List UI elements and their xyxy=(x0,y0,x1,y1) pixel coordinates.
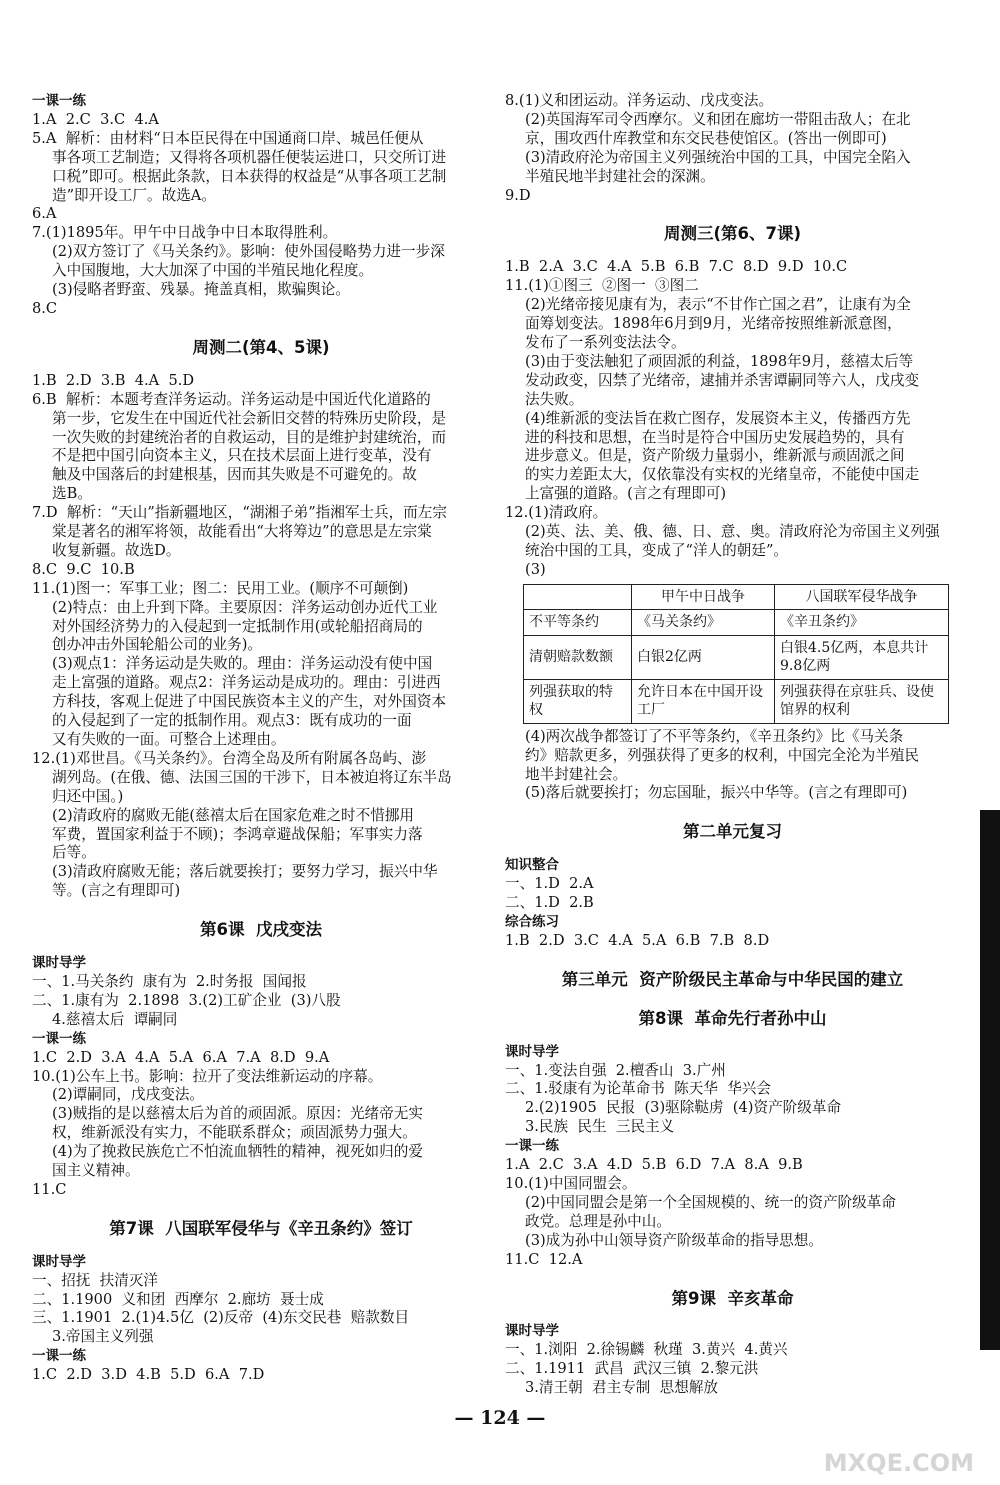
table-cell: 列强获得在京驻兵、设使馆界的权利 xyxy=(775,679,949,723)
answer-line: 触及中国落后的封建根基，因而其失败是不可避免的。故 xyxy=(52,466,417,484)
table-row xyxy=(524,679,949,723)
answer-line: 12.(1)清政府。 xyxy=(505,504,608,522)
answer-line: 政党。总理是孙中山。 xyxy=(525,1212,671,1230)
table-cell: 列强获取的特权 xyxy=(524,679,632,723)
answer-line: 的入侵起到了一定的抵制作用。观点3：既有成功的一面 xyxy=(52,712,412,730)
subsection-label: 课时导学 xyxy=(32,1253,86,1270)
table-cell: 不平等条约 xyxy=(524,610,632,636)
answer-line: 一、1.马关条约 康有为 2.时务报 国闻报 xyxy=(32,972,307,990)
page-number: — 124 — xyxy=(454,1407,546,1429)
answer-line: 8.C xyxy=(32,299,58,317)
answer-line: 事各项工艺制造；又得将各项机器任便装运进口，只交所订进 xyxy=(52,148,447,166)
answer-line: 权，维新派没有实力，不能联系群众；顽固派势力强大。 xyxy=(52,1124,417,1142)
answer-line: 8.C 9.C 10.B xyxy=(32,560,135,578)
right-bottom-text xyxy=(505,728,960,1398)
answer-line: 1.B 2.A 3.C 4.A 5.B 6.B 7.C 8.D 9.D 10.C xyxy=(505,258,848,276)
answer-line: 约》赔款更多，列强获得了更多的权利，中国完全沦为半殖民 xyxy=(525,746,920,764)
answer-line: (3)观点1：洋务运动是失败的。理由：洋务运动没有使中国 xyxy=(52,655,433,673)
answer-line: 上富强的道路。(言之有理即可) xyxy=(525,485,727,503)
table-cell: 白银2亿两 xyxy=(632,635,775,679)
watermark xyxy=(778,1417,978,1477)
answer-line: 造”即开设工厂。故选A。 xyxy=(52,186,216,204)
answer-line: 发动政变，囚禁了光绪帝，逮捕并杀害谭嗣同等六人，戊戌变 xyxy=(525,371,920,389)
section-heading: 第7课 八国联军侵华与《辛丑条约》签订 xyxy=(109,1218,413,1238)
subsection-label: 课时导学 xyxy=(505,1323,559,1340)
answer-line: (2)清政府的腐败无能(慈禧太后在国家危难之时不惜挪用 xyxy=(52,806,415,824)
answer-line: 1.A 2.C 3.A 4.D 5.B 6.D 7.A 8.A 9.B xyxy=(505,1156,803,1174)
answer-line: 1.A 2.C 3.C 4.A xyxy=(32,110,159,128)
answer-line: 一、1.浏阳 2.徐锡麟 秋瑾 3.黄兴 4.黄兴 xyxy=(505,1341,788,1359)
answer-line: 5.A 解析：由材料“日本臣民得在中国通商口岸、城邑任便从 xyxy=(32,129,424,147)
answer-line: 11.C 12.A xyxy=(505,1250,583,1268)
answer-line: (5)落后就要挨打；勿忘国耻，振兴中华等。(言之有理即可) xyxy=(525,784,908,802)
answer-line: 3.帝国主义列强 xyxy=(52,1328,154,1346)
answer-line: 11.C xyxy=(32,1180,67,1198)
answer-line: 地半封建社会。 xyxy=(525,765,628,783)
answer-line: 法失败。 xyxy=(525,390,584,408)
answer-line: 2.(2)1905 民报 (3)驱除鞑虏 (4)资产阶级革命 xyxy=(525,1099,842,1117)
answer-line: 3.民族 民生 三民主义 xyxy=(525,1118,675,1136)
table-header-cell: 八国联军侵华战争 xyxy=(775,584,949,610)
answer-line: 湖列岛。(在俄、德、法国三国的干涉下，日本被迫将辽东半岛 xyxy=(52,768,452,786)
section-heading: 第8课 革命先行者孙中山 xyxy=(638,1008,827,1028)
table-header-row xyxy=(524,584,949,610)
answer-line: (3)成为孙中山领导资产阶级革命的指导思想。 xyxy=(525,1231,823,1249)
answer-line: 等。(言之有理即可) xyxy=(52,882,181,900)
answer-line: 发布了一系列变法法令。 xyxy=(525,333,686,351)
answer-line: 11.(1)①图三 ②图一 ③图二 xyxy=(505,277,699,295)
table-cell: 允许日本在中国开设工厂 xyxy=(632,679,775,723)
watermark-text: MXQE.COM xyxy=(823,1449,974,1477)
answer-line: (3)清政府沦为帝国主义列强统治中国的工具，中国完全陷入 xyxy=(525,148,911,166)
answer-line: 7.D 解析：“天山”指新疆地区，“湖湘子弟”指湘军士兵，而左宗 xyxy=(32,504,447,522)
answer-line: (3)由于变法触犯了顽固派的利益，1898年9月，慈禧太后等 xyxy=(525,352,914,370)
answer-line: 进步意义。但是，资产阶级力量弱小，维新派与顽固派之间 xyxy=(525,447,905,465)
table-header-cell: 甲午中日战争 xyxy=(632,584,775,610)
answer-line: 选B。 xyxy=(52,485,92,503)
subsection-label: 一课一练 xyxy=(32,1030,86,1047)
answer-line: (2)光绪帝接见康有为，表示“不甘作亡国之君”，让康有为全 xyxy=(525,296,911,314)
subsection-label: 一课一练 xyxy=(32,93,86,109)
section-heading: 第6课 戊戌变法 xyxy=(200,920,322,940)
answer-line: 二、1.1911 武昌 武汉三镇 2.黎元洪 xyxy=(505,1360,759,1378)
subsection-label: 课时导学 xyxy=(505,1043,559,1060)
answer-line: (2)英、法、美、俄、德、日、意、奥。清政府沦为帝国主义列强 xyxy=(525,523,940,541)
page-edge-tab xyxy=(980,810,1000,1350)
answer-line: 1.C 2.D 3.D 4.B 5.D 6.A 7.D xyxy=(32,1366,265,1384)
answer-line: 1.C 2.D 3.A 4.A 5.A 6.A 7.A 8.D 9.A xyxy=(32,1048,330,1066)
answer-line: (2)双方签订了《马关条约》。影响：使外国侵略势力进一步深 xyxy=(52,243,445,261)
answer-line: 三、1.1901 2.(1)4.5亿 (2)反帝 (4)东交民巷 赔款数目 xyxy=(32,1309,410,1327)
answer-line: 9.D xyxy=(505,186,531,204)
subsection-label: 一课一练 xyxy=(32,1348,86,1365)
answer-line: 4.慈禧太后 谭嗣同 xyxy=(52,1010,178,1028)
answer-line: (4)为了挽救民族危亡不怕流血牺牲的精神，视死如归的爱 xyxy=(52,1143,423,1161)
table-cell: 《马关条约》 xyxy=(632,610,775,636)
answer-line: 10.(1)公车上书。影响：拉开了变法维新运动的序幕。 xyxy=(32,1067,383,1085)
answer-line: 入中国腹地，大大加深了中国的半殖民地化程度。 xyxy=(52,262,374,280)
answer-line: 二、1.驳康有为论革命书 陈天华 华兴会 xyxy=(505,1080,771,1098)
answer-line: 创办冲击外国轮船公司的业务)。 xyxy=(52,636,263,654)
table-cell: 白银4.5亿两，本息共计9.8亿两 xyxy=(775,635,949,679)
answer-line: 军费，置国家利益于不顾)；李鸿章避战保船；军事实力落 xyxy=(52,825,423,843)
subsection-label: 一课一练 xyxy=(505,1138,559,1155)
answer-line: 1.B 2.D 3.B 4.A 5.D xyxy=(32,371,195,389)
answer-line: 7.(1)1895年。甲午中日战争中日本取得胜利。 xyxy=(32,224,338,242)
answer-line: 收复新疆。故选D。 xyxy=(52,541,181,559)
answer-line: 方科技，客观上促进了中国民族资本主义的产生，对外国资本 xyxy=(52,693,447,711)
answer-line: 对外国经济势力的入侵起到一定抵制作用(或轮船招商局的 xyxy=(52,617,423,635)
answer-line: 不是把中国引向资本主义，只在技术层面上进行变革，没有 xyxy=(52,447,432,465)
answer-line: (2)中国同盟会是第一个全国规模的、统一的资产阶级革命 xyxy=(525,1193,896,1211)
answer-line: 1.B 2.D 3.C 4.A 5.A 6.B 7.B 8.D xyxy=(505,931,770,949)
answer-line: 6.A xyxy=(32,205,57,223)
section-heading: 第三单元 资产阶级民主革命与中华民国的建立 xyxy=(561,969,904,989)
answer-line: 10.(1)中国同盟会。 xyxy=(505,1174,637,1192)
answer-line: 棠是著名的湘军将领，故能看出“大将筹边”的意思是左宗棠 xyxy=(52,523,432,541)
answer-line: 一、1.变法自强 2.檀香山 3.广州 xyxy=(505,1061,726,1079)
answer-line: 一、1.D 2.A xyxy=(505,875,594,893)
answer-line: 6.B 解析：本题考查洋务运动。洋务运动是中国近代化道路的 xyxy=(32,390,431,408)
table-row xyxy=(524,635,949,679)
answer-line: (3)侵略者野蛮、残暴。掩盖真相，欺骗舆论。 xyxy=(52,281,350,299)
section-heading: 周测三(第6、7课) xyxy=(663,224,802,244)
subsection-label: 课时导学 xyxy=(32,955,86,972)
answer-line: (4)两次战争都签订了不平等条约，《辛丑条约》比《马关条 xyxy=(525,727,904,745)
answer-line: 统治中国的工具，变成了“洋人的朝廷”。 xyxy=(525,541,789,559)
right-top-text xyxy=(505,92,960,580)
answer-line: 归还中国。) xyxy=(52,787,124,805)
answer-line: 一次失败的封建统治者的自救运动，目的是维护封建统治，而 xyxy=(52,428,447,446)
left-column xyxy=(32,92,490,1385)
answer-line: 后等。 xyxy=(52,844,96,862)
answer-line: (3)清政府腐败无能；落后就要挨打；要努力学习，振兴中华 xyxy=(52,863,438,881)
answer-line: 二、1.1900 义和团 西摩尔 2.廊坊 聂士成 xyxy=(32,1290,324,1308)
subsection-label: 综合练习 xyxy=(505,914,559,930)
answer-line: (3)贼指的是以慈禧太后为首的顽固派。原因：光绪帝无实 xyxy=(52,1105,423,1123)
table-header-cell xyxy=(524,584,632,610)
answer-line: (2)英国海军司令西摩尔。义和团在廊坊一带阻击敌人；在北 xyxy=(525,110,911,128)
answer-line: 二、1.D 2.B xyxy=(505,894,594,912)
answer-line: 京，围攻西什库教堂和东交民巷使馆区。(答出一例即可) xyxy=(525,129,887,147)
answer-line: 一、招抚 扶清灭洋 xyxy=(32,1271,159,1289)
answer-line: (2)谭嗣同，戊戌变法。 xyxy=(52,1086,205,1104)
answer-line: 12.(1)邓世昌。《马关条约》。台湾全岛及所有附属各岛屿、澎 xyxy=(32,749,427,767)
subsection-label: 知识整合 xyxy=(505,857,559,874)
answer-line: 8.(1)义和团运动。洋务运动、戊戌变法。 xyxy=(505,92,774,109)
section-heading: 第二单元复习 xyxy=(683,822,782,842)
answer-line: 的实力差距太大，仅依靠没有实权的光绪皇帝，不能使中国走 xyxy=(525,466,920,484)
section-heading: 周测二(第4、5课) xyxy=(192,337,330,357)
answer-line: 面筹划变法。1898年6月到9月，光绪帝按照维新派意图， xyxy=(525,315,902,333)
answer-line: 又有失败的一面。可整合上述理由。 xyxy=(52,731,286,748)
answer-line: 口税”即可。根据此条款，日本获得的权益是“从事各项工艺制 xyxy=(52,167,447,185)
comparison-table xyxy=(523,584,949,724)
table-row xyxy=(524,610,949,636)
table-cell: 清朝赔款数额 xyxy=(524,635,632,679)
answer-line: 第一步，它发生在中国近代社会新旧交替的特殊历史阶段，是 xyxy=(52,409,447,427)
answer-line: 3.清王朝 君主专制 思想解放 xyxy=(525,1379,719,1397)
answer-line: (4)维新派的变法旨在救亡图存，发展资本主义，传播西方先 xyxy=(525,409,911,427)
answer-line: 国主义精神。 xyxy=(52,1162,140,1180)
section-heading: 第9课 辛亥革命 xyxy=(671,1288,794,1308)
answer-line: (3) xyxy=(525,560,546,578)
right-column xyxy=(505,92,960,1398)
answer-line: (2)特点：由上升到下降。主要原因：洋务运动创办近代工业 xyxy=(52,598,438,616)
answer-line: 走上富强的道路。观点2：洋务运动是成功的。理由：引进西 xyxy=(52,674,441,692)
answer-line: 二、1.康有为 2.1898 3.(2)工矿企业 (3)八股 xyxy=(32,991,341,1009)
answer-line: 半殖民地半封建社会的深渊。 xyxy=(525,167,715,185)
answer-line: 11.(1)图一：军事工业；图二：民用工业。(顺序不可颠倒) xyxy=(32,579,409,597)
table-cell: 《辛丑条约》 xyxy=(775,610,949,636)
answer-line: 进的科技和思想，在当时是符合中国历史发展趋势的，具有 xyxy=(525,428,905,446)
